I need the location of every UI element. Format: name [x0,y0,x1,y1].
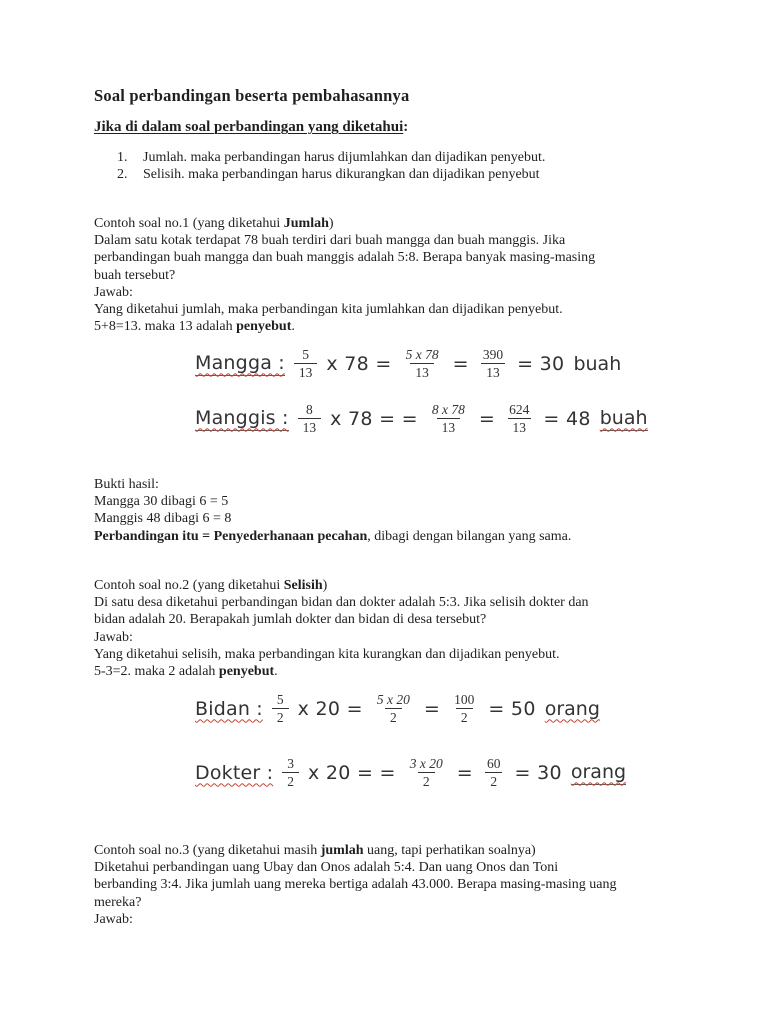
list-item-text: Selisih. maka perbandingan harus dikurangkan dan dijadikan penyebut [143,167,540,183]
formula-operator: x 78 = [326,352,392,375]
formula-result-unit: buah [573,352,622,375]
text-segment: . [274,664,278,680]
fraction-denominator: 13 [437,418,461,435]
text-segment: Di satu desa diketahui perbandingan bidan dan dokter adalah 5:3. Jika selisih dokter dan [94,595,589,611]
text-segment: bidan adalah 20. Berapakah jumlah dokter dan bidan di desa tersebut? [94,612,487,628]
text-segment: Yang diketahui selisih, maka perbandingan kita kurangkan dan dijadikan penyebut. [94,646,560,662]
formula-label: Mangga : [195,351,285,374]
formula-bidan [195,692,600,725]
fraction-denominator: 13 [508,418,532,435]
fraction-product [405,756,448,789]
formula-result-value: = 50 [488,697,536,720]
fraction-numerator: 5 x 20 [376,692,410,707]
text-segment: Jawab: [94,911,133,927]
formula-equals: = [478,407,496,430]
fraction-ratio [282,756,299,789]
text-segment: berbanding 3:4. Jika jumlah uang mereka bertiga adalah 43.000. Berapa masing-masing uang [94,877,617,893]
fraction-ratio [298,402,322,435]
intro-heading-colon: : [403,119,409,135]
text-segment: Jumlah [283,216,329,231]
formula-result-unit: orang [570,760,627,783]
fraction-numerator: 3 x 20 [409,756,443,771]
text-line [94,876,617,893]
known-types-list [117,149,545,183]
fraction-product [427,402,470,435]
list-item-number: 1. [117,150,128,165]
fraction-ratio [272,692,289,725]
fraction-numerator: 624 [509,402,530,417]
text-line [94,267,595,284]
text-line [94,528,571,545]
formula-equals: = [423,697,441,720]
formula-label: Bidan : [195,697,263,720]
formula-operator: x 20 = [297,697,363,720]
text-segment: perbandingan buah mangga dan buah manggis adalah 5:8. Berapa banyak masing-masing [94,250,596,266]
text-line [94,594,589,611]
text-segment: . [291,319,295,335]
formula-mangga [195,347,621,380]
fraction-denominator: 2 [418,772,435,789]
fraction-result [482,756,506,789]
formula-result-unit: orang [544,697,600,720]
formula-dokter [195,756,626,789]
text-line [94,232,595,249]
intro-heading-text: Jika di dalam soal perbandingan yang diketahui [94,119,404,135]
text-segment: 5-3=2. maka 2 adalah [94,664,219,680]
formula-label: Dokter : [195,761,274,784]
fraction-denominator: 2 [385,708,402,725]
text-line [94,894,617,911]
text-segment: Diketahui perbandingan uang Ubay dan Onos adalah 5:4. Dan uang Onos dan Toni [94,860,559,876]
formula-result-value: = 48 [543,407,591,430]
text-line [94,284,595,301]
formula-manggis [195,402,648,435]
fraction-numerator: 5 x 78 [405,347,439,362]
text-line [94,859,617,876]
fraction-numerator: 8 [306,402,313,417]
section-soal-2 [94,577,589,680]
text-segment: Jawab: [94,629,133,645]
document-title: Soal perbandingan beserta pembahasannya [94,86,410,105]
text-line [94,249,595,266]
fraction-numerator: 100 [454,692,475,707]
text-segment: jumlah [320,843,364,858]
text-line [94,646,589,663]
fraction-denominator: 13 [294,363,318,380]
fraction-numerator: 8 x 78 [431,402,465,417]
text-segment: Jawab: [94,284,133,300]
text-line [94,493,571,510]
formula-operator: x 20 = = [308,761,396,784]
fraction-denominator: 13 [481,363,505,380]
fraction-result [449,692,479,725]
text-line [94,663,589,680]
text-segment: penyebut [236,319,292,335]
list-item-text: Jumlah. maka perbandingan harus dijumlahkan dan dijadikan penyebut. [143,150,546,165]
formula-result-value: = 30 [517,352,565,375]
fraction-result [504,402,534,435]
fraction-denominator: 13 [298,418,322,435]
fraction-numerator: 5 [302,347,310,362]
text-segment: Contoh soal no.3 (yang diketahui masih [94,843,321,858]
text-segment: Contoh soal no.1 (yang diketahui [94,216,284,231]
text-segment: 5+8=13. maka 13 adalah [94,319,237,335]
text-segment: Dalam satu kotak terdapat 78 buah terdiri dari buah mangga dan buah manggis. Jika [94,233,566,249]
list-item-number: 2. [117,167,128,183]
formula-equals: = [452,352,469,375]
text-segment: Contoh soal no.2 (yang diketahui [94,578,284,593]
formula-label: Manggis : [195,406,289,429]
section-soal-3 [94,842,617,928]
text-line [94,215,595,232]
fraction-denominator: 2 [282,772,299,789]
formula-operator: x 78 = = [330,407,418,430]
fraction-result [478,347,508,380]
text-line [94,629,589,646]
fraction-denominator: 2 [456,708,473,725]
fraction-ratio [294,347,318,380]
text-segment: Mangga 30 dibagi 6 = 5 [94,494,229,510]
text-segment: uang, tapi perhatikan soalnya) [363,843,536,858]
text-line [94,476,571,493]
text-segment: , dibagi dengan bilangan yang sama. [367,528,572,544]
text-segment: Yang diketahui jumlah, maka perbandingan kita jumlahkan dan dijadikan penyebut. [94,302,563,318]
text-segment: buah tersebut? [94,267,176,283]
text-segment: Perbandingan itu = Penyederhanaan pecahan [94,528,368,544]
text-segment: Selisih [283,578,323,593]
text-line [94,842,617,859]
fraction-numerator: 390 [482,347,504,362]
formula-equals: = [456,761,474,784]
text-line [94,577,589,594]
text-line [94,301,595,318]
text-segment: ) [322,578,328,593]
fraction-numerator: 3 [287,756,294,771]
text-segment: penyebut [218,664,275,680]
text-line [94,318,595,335]
text-line [94,611,589,628]
formula-result-value: = 30 [514,761,562,784]
list-item [117,149,545,166]
section-soal-1 [94,215,595,335]
text-segment: mereka? [94,894,142,910]
fraction-numerator: 5 [276,692,284,707]
section-bukti-hasil [94,476,571,545]
text-line [94,510,571,527]
text-segment: Manggis 48 dibagi 6 = 8 [94,511,232,527]
text-segment: ) [328,216,334,231]
fraction-product [401,347,444,380]
fraction-denominator: 2 [272,708,289,725]
fraction-denominator: 2 [485,772,502,789]
formula-result-unit: buah [599,406,648,429]
fraction-product [372,692,415,725]
fraction-denominator: 13 [410,363,434,380]
intro-heading [94,119,408,136]
list-item [117,166,545,183]
text-line [94,911,617,928]
text-segment: Bukti hasil: [94,477,159,492]
fraction-numerator: 60 [487,756,501,771]
